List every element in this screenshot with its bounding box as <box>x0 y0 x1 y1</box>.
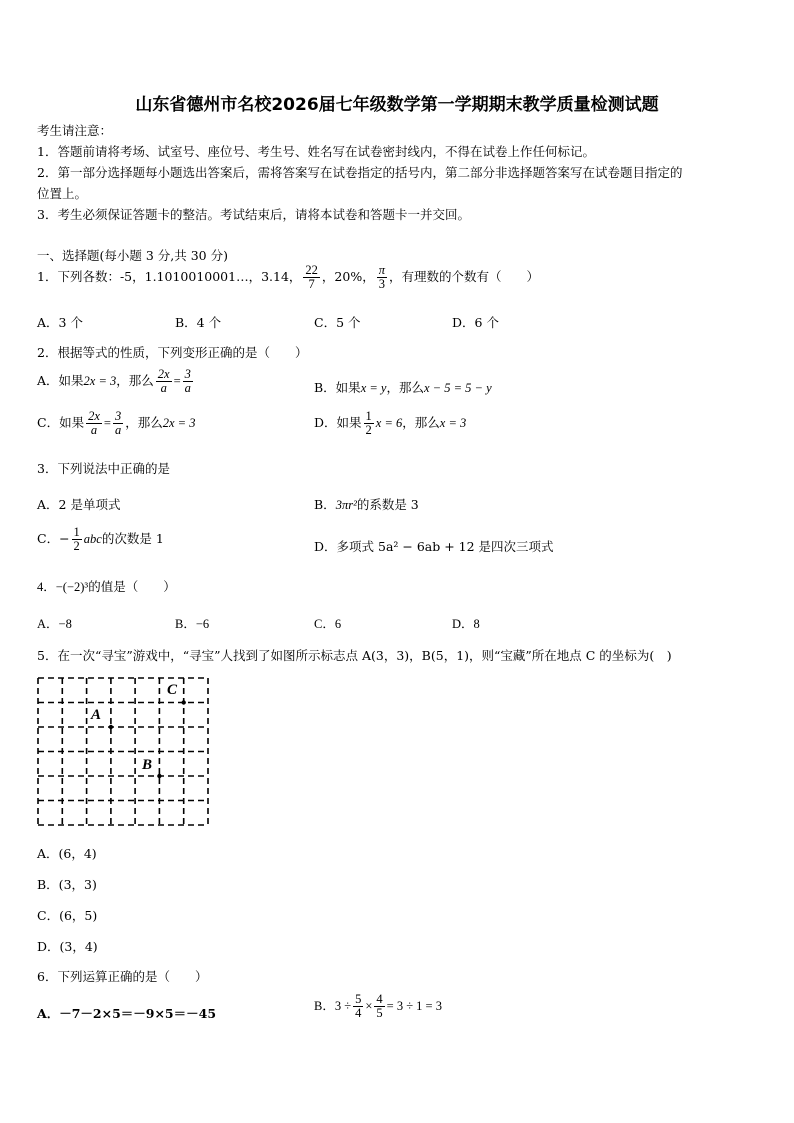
q3-option-b <box>314 495 419 513</box>
q2-d-eq: x = 6 <box>375 416 403 431</box>
q2-c-frac1 <box>86 410 102 437</box>
notice-item-1: 1．答题前请将考场、试室号、座位号、考生号、姓名写在试卷密封线内，不得在试卷上作任何标记。 <box>37 144 595 159</box>
q5-option-a: A．(6，4) <box>37 846 97 861</box>
q4-option-c: C．6 <box>314 617 342 631</box>
q1-option-d: D．6 个 <box>452 315 499 330</box>
question-2-stem: 2．根据等式的性质，下列变形正确的是（ ） <box>37 345 308 360</box>
q6-option-b <box>314 993 442 1020</box>
q2-a-frac2-num: 3 <box>184 367 191 381</box>
q2-d-pre: D．如果 <box>314 415 362 431</box>
point-c-dot <box>182 700 186 704</box>
q1-frac2-num: π <box>378 263 385 277</box>
q2-option-c: C．如果 $\frac{2x}{a}$ = $\frac{3}{a}$ ，那么2x = 3 <box>37 409 196 438</box>
q4-option-a: A．−8 <box>37 617 72 631</box>
q2-a-eq: 2x = 3 <box>83 374 117 389</box>
dashed-grid <box>37 677 209 826</box>
q1-frac1-num: 22 <box>305 263 318 277</box>
q2-option-a: A．如果2x = 3，那么 $\frac{2x}{a}$ = $\frac{3}{a}$ <box>37 367 191 396</box>
question-5-stem: 5．在一次“寻宝”游戏中，“寻宝”人找到了如图所示标志点 A(3，3)，B(5，1)，则“宝藏”所在地点 C 的坐标为( ) <box>37 648 672 663</box>
q2-a-frac1-num: 2x <box>157 367 170 381</box>
point-a-label: A <box>91 707 102 723</box>
point-c-label: C <box>167 682 178 698</box>
q4-option-d: D．8 <box>452 617 480 631</box>
q3-c-post: 的次数是 1 <box>101 531 164 547</box>
q1-frac2-den: 3 <box>378 277 385 292</box>
question-6-stem: 6．下列运算正确的是（ ） <box>37 969 208 984</box>
q2-b-eq: x = y <box>360 381 387 395</box>
q3-c-frac-den: 2 <box>73 539 80 554</box>
q2-a-frac2-den: a <box>184 381 191 396</box>
q2-option-b <box>314 378 492 396</box>
q3-b-post: 的系数是 3 <box>356 497 419 512</box>
q2-b-then: ，那么 <box>386 380 424 395</box>
point-b-dot <box>157 774 161 778</box>
q6-b-frac2-num: 4 <box>376 992 383 1006</box>
notice-item-2: 2．第一部分选择题每小题选出答案后，需将答案写在试卷指定的括号内，第二部分非选择题答案写在试卷题目指定的 <box>37 165 683 180</box>
q2-c-then: ，那么 <box>125 415 163 431</box>
q2-b-res: x − 5 = 5 − y <box>423 381 492 395</box>
q1-fraction-pi-3 <box>377 264 387 291</box>
q2-c-res: 2x = 3 <box>162 416 196 431</box>
notice-item-3: 3．考生必须保证答题卡的整洁。考试结束后，请将本试卷和答题卡一并交回。 <box>37 207 470 222</box>
q3-b-expr: 3πr² <box>335 498 357 512</box>
q1-option-c: C．5 个 <box>314 315 361 330</box>
q2-b-pre: B．如果 <box>314 380 361 395</box>
q1-mid: ，20%， <box>321 269 375 285</box>
q2-d-res: x = 3 <box>439 416 467 431</box>
q2-a-frac1-den: a <box>160 381 167 396</box>
q2-c-frac1-num: 2x <box>88 409 100 423</box>
q2-c-frac2-num: 3 <box>114 409 122 423</box>
q3-c-expr: abc <box>83 532 102 547</box>
q2-c-pre: C．如果 <box>37 415 85 431</box>
q2-c-frac2-den: a <box>114 423 122 438</box>
q2-a-frac1 <box>156 368 172 395</box>
q2-a-pre: A．如果 <box>37 373 84 389</box>
question-3-stem: 3．下列说法中正确的是 <box>37 461 170 476</box>
q2-a-then: ，那么 <box>116 373 154 389</box>
q2-c-frac1-den: a <box>90 423 98 438</box>
q6-b-frac2-den: 5 <box>376 1006 383 1021</box>
point-b-label: B <box>142 757 153 773</box>
q4-stem-post: 的值是（ ） <box>88 579 176 594</box>
q1-option-a: A．3 个 <box>37 315 83 330</box>
q6-b-pre: B．3 ÷ <box>314 999 352 1014</box>
question-4-stem <box>37 577 176 595</box>
q3-c-frac <box>72 526 82 553</box>
point-a-dot <box>109 725 113 729</box>
q3-option-c <box>37 526 164 553</box>
section-heading: 一、选择题(每小题 3 分,共 30 分) <box>37 248 228 263</box>
q3-c-frac-num: 1 <box>73 525 80 539</box>
q6-b-frac1-den: 4 <box>355 1006 362 1021</box>
q6-b-post: = 3 ÷ 1 = 3 <box>386 999 442 1014</box>
q2-d-frac <box>364 410 374 437</box>
q6-option-a: A．－7－2×5＝－9×5＝－45 <box>37 1006 217 1021</box>
page-title: 山东省德州市名校2026届七年级数学第一学期期末教学质量检测试题 <box>135 95 659 115</box>
q2-option-d <box>314 410 466 437</box>
q2-d-frac-den: 2 <box>365 423 372 438</box>
q2-d-then: ，那么 <box>402 415 440 431</box>
q3-option-a: A．2 是单项式 <box>37 497 121 512</box>
q6-b-frac2 <box>374 993 384 1020</box>
q6-b-frac1-num: 5 <box>355 992 362 1006</box>
question-1-stem <box>37 264 539 291</box>
q4-stem-expr: 4．−(−2)³ <box>37 580 89 594</box>
q3-b-pre: B． <box>314 497 336 512</box>
q1-stem-part-b: ，有理数的个数有（ ） <box>388 269 539 285</box>
q3-option-d: D．多项式 5a² − 6ab + 12 是四次三项式 <box>314 539 554 554</box>
q5-option-d: D．(3，4) <box>37 939 98 954</box>
q1-stem-part-a: 1．下列各数：-5，1.1010010001…，3.14， <box>37 269 302 285</box>
q6-b-frac1 <box>353 993 363 1020</box>
treasure-grid-figure <box>37 677 209 826</box>
q3-c-pre: C．− <box>37 531 70 547</box>
q5-option-b: B．(3，3) <box>37 877 97 892</box>
q1-frac1-den: 7 <box>308 277 315 292</box>
notice-heading: 考生请注意： <box>37 123 113 138</box>
q2-a-frac2 <box>183 368 193 395</box>
q6-b-times: × <box>365 999 373 1014</box>
q1-fraction-22-7 <box>303 264 320 291</box>
q4-option-b: B．−6 <box>175 617 210 631</box>
q2-c-frac2 <box>113 410 123 437</box>
notice-item-2-cont: 位置上。 <box>37 186 88 201</box>
q5-option-c: C．(6，5) <box>37 908 98 923</box>
q2-d-frac-num: 1 <box>365 409 372 423</box>
q1-option-b: B．4 个 <box>175 315 222 330</box>
